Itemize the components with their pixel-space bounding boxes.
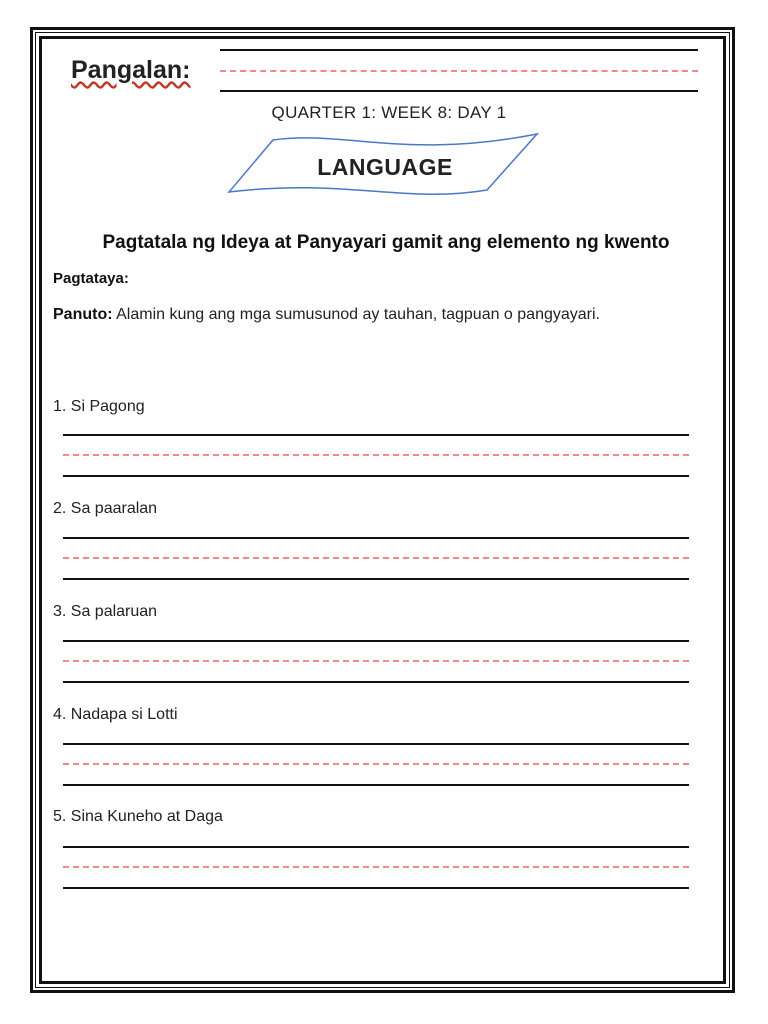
item-4-line-bottom <box>63 784 689 786</box>
item-2-answer-line[interactable] <box>63 557 689 559</box>
panuto-label: Panuto: <box>53 306 113 323</box>
pagtataya-label: Pagtataya: <box>53 270 129 287</box>
name-line-bottom <box>220 90 698 92</box>
item-2-line-top <box>63 537 689 539</box>
item-3-label: 3. Sa palaruan <box>53 603 158 620</box>
item-1-line-top <box>63 434 689 436</box>
item-3-line-bottom <box>63 681 689 683</box>
instructions <box>53 304 653 326</box>
panuto-text: Alamin kung ang mga sumusunod ay tauhan, tagpuan o pangyayari. <box>112 306 600 323</box>
item-4-label: 4. Nadapa si Lotti <box>53 706 178 723</box>
item-3-line-top <box>63 640 689 642</box>
quarter-week-day: QUARTER 1: WEEK 8: DAY 1 <box>271 103 507 122</box>
item-2-line-bottom <box>63 578 689 580</box>
item-5-answer-line[interactable] <box>63 866 689 868</box>
name-line-top <box>220 49 698 51</box>
item-5-line-top <box>63 846 689 848</box>
item-4-line-top <box>63 743 689 745</box>
item-1-label: 1. Si Pagong <box>53 398 145 415</box>
name-line-dashed[interactable] <box>220 70 698 72</box>
item-3-answer-line[interactable] <box>63 660 689 662</box>
item-1-line-bottom <box>63 475 689 477</box>
item-2-label: 2. Sa paaralan <box>53 500 158 517</box>
item-4-answer-line[interactable] <box>63 763 689 765</box>
item-1-answer-line[interactable] <box>63 454 689 456</box>
name-label: Pangalan: <box>71 56 191 84</box>
worksheet-title: Pagtatala ng Ideya at Panyayari gamit ang elemento ng kwento <box>102 232 670 253</box>
subject-label: LANGUAGE <box>317 154 453 180</box>
item-5-label: 5. Sina Kuneho at Daga <box>53 808 223 825</box>
item-5-line-bottom <box>63 887 689 889</box>
